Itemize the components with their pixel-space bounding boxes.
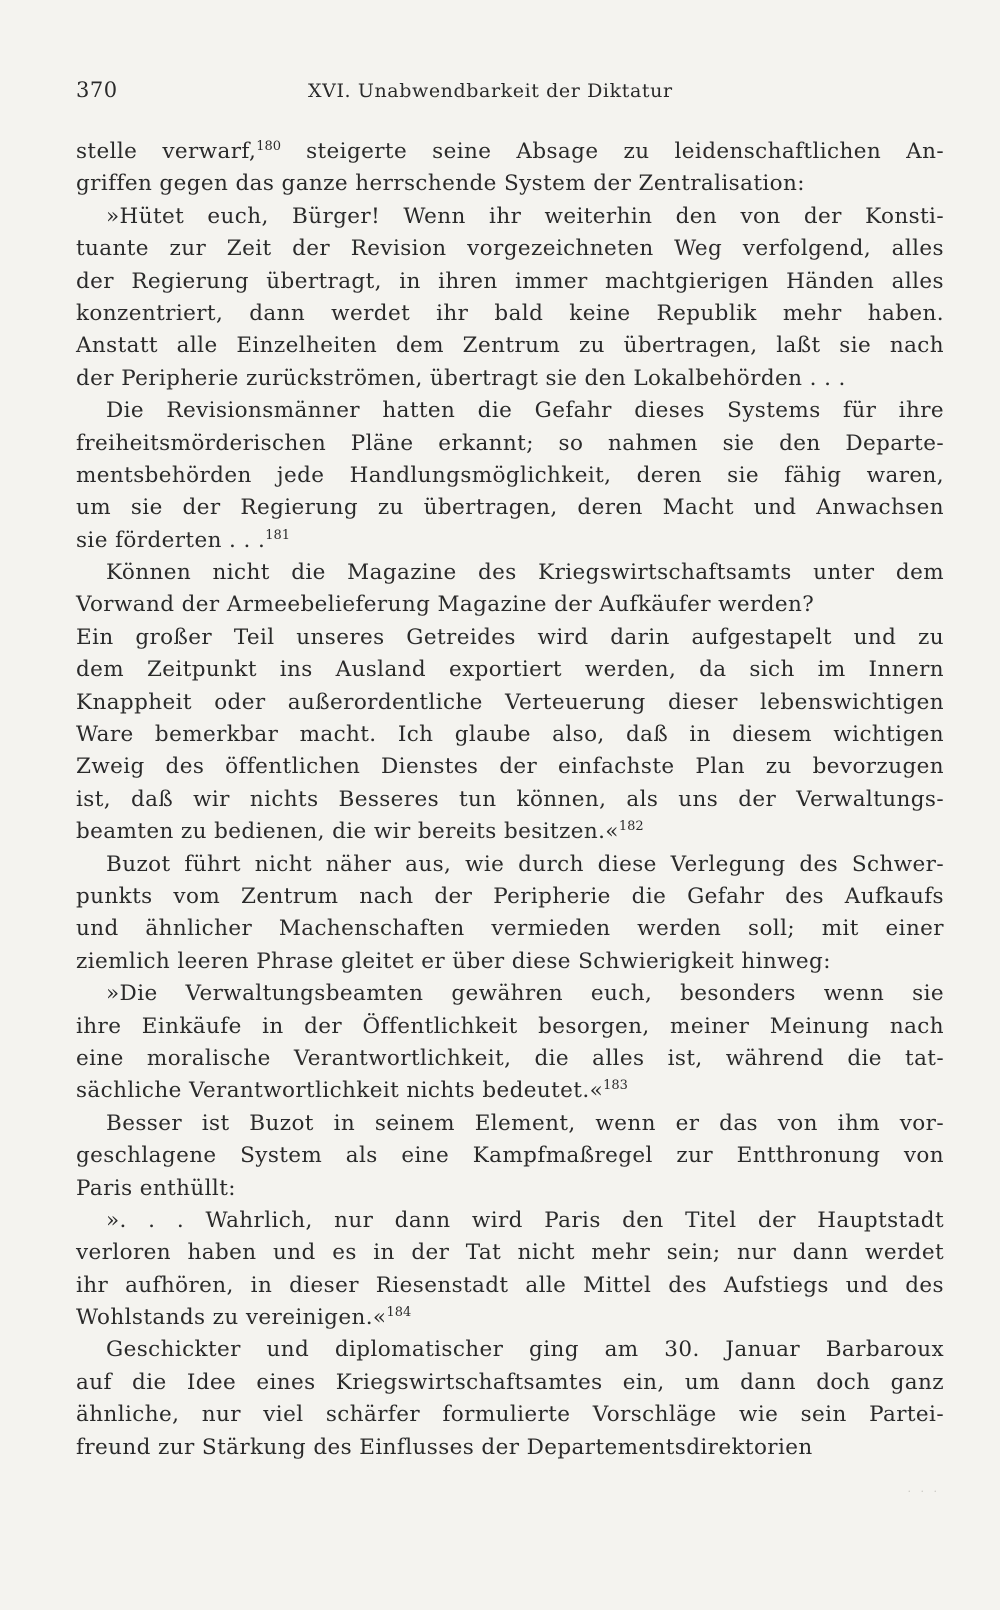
text-line <box>76 816 944 848</box>
text-line <box>76 1075 944 1107</box>
line-text: Die Revisionsmänner hatten die Gefahr dieses Systems für ihre <box>106 398 944 424</box>
line-text: Buzot führt nicht näher aus, wie durch diese Verlegung des Schwer- <box>106 851 944 877</box>
footnote-reference: 183 <box>603 1078 628 1094</box>
text-line <box>76 1334 944 1366</box>
footnote-reference: 180 <box>256 139 282 155</box>
line-text: konzentriert, dann werdet ihr bald keine Republik mehr haben. <box>76 300 944 326</box>
text-line <box>76 136 944 168</box>
line-text: auf die Idee eines Kriegswirtschaftsamtes ein, um dann doch ganz <box>76 1369 944 1395</box>
line-text: Anstatt alle Einzelheiten dem Zentrum zu übertragen, laßt sie nach <box>76 333 944 359</box>
line-text: stelle verwarf, <box>76 139 257 164</box>
text-line <box>76 266 944 298</box>
line-text: Wohlstands zu vereinigen.« <box>76 1305 387 1331</box>
text-line <box>76 978 944 1010</box>
line-text: ». . . Wahrlich, nur dann wird Paris den Titel der Hauptstadt <box>106 1207 944 1233</box>
line-text: griffen gegen das ganze herrschende System der Zentralisation: <box>76 171 805 197</box>
text-line <box>76 687 944 719</box>
line-text: freiheitsmörderischen Pläne erkannt; so nahmen sie den Departe- <box>76 430 944 456</box>
line-text: dem Zeitpunkt ins Ausland exportiert werden, da sich im Innern <box>76 657 944 683</box>
line-text: Geschickter und diplomatischer ging am 30. Januar Barbaroux <box>106 1337 944 1363</box>
line-text: Knappheit oder außerordentliche Verteuerung dieser lebenswichtigen <box>76 689 944 715</box>
line-text: beamten zu bedienen, die wir bereits besitzen.« <box>76 819 619 845</box>
line-text: verloren haben und es in der Tat nicht mehr sein; nur dann werdet <box>76 1240 944 1266</box>
text-line <box>76 589 944 621</box>
line-text: punkts vom Zentrum nach der Peripherie die Gefahr des Aufkaufs <box>76 883 944 909</box>
line-text: geschlagene System als eine Kampfmaßregel zur Entthronung von <box>76 1143 944 1169</box>
text-line <box>76 428 944 460</box>
line-text: der Peripherie zurückströmen, übertragt sie den Lokalbehörden . . . <box>76 365 846 391</box>
line-text: »Die Verwaltungsbeamten gewähren euch, besonders wenn sie <box>106 981 944 1007</box>
body-text <box>76 136 944 1464</box>
line-text: und ähnlicher Machenschaften vermieden werden soll; mit einer <box>76 916 944 942</box>
text-line <box>76 395 944 427</box>
line-text: Zweig des öffentlichen Dienstes der einfachste Plan zu bevorzugen <box>76 754 944 780</box>
text-line <box>76 784 944 816</box>
text-line <box>76 557 944 589</box>
line-text: Können nicht die Magazine des Kriegswirtschaftsamts unter dem <box>106 560 944 586</box>
line-text: um sie der Regierung zu übertragen, deren Macht und Anwachsen <box>76 495 944 521</box>
text-line <box>76 719 944 751</box>
text-line <box>76 1205 944 1237</box>
text-line <box>76 654 944 686</box>
line-text: freund zur Stärkung des Einflusses der Departementsdirektorien <box>76 1434 813 1460</box>
footnote-reference: 184 <box>386 1305 412 1321</box>
line-text: Ein großer Teil unseres Getreides wird darin aufgestapelt und zu <box>76 624 944 650</box>
text-line <box>76 298 944 330</box>
text-line <box>76 525 944 557</box>
faint-margin-mark: · · · <box>907 1485 940 1498</box>
line-text: Ware bemerkbar macht. Ich glaube also, daß in diesem wichtigen <box>76 722 944 748</box>
text-line <box>76 330 944 362</box>
line-text: tuante zur Zeit der Revision vorgezeichneten Weg verfolgend, alles <box>76 236 944 262</box>
text-line <box>76 751 944 783</box>
line-text: ihr aufhören, in dieser Riesenstadt alle Mittel des Aufstiegs und des <box>76 1272 944 1298</box>
text-line <box>76 1108 944 1140</box>
line-text-continuation: steigerte seine Absage zu leidenschaftlichen An- <box>281 139 944 164</box>
line-text: Paris enthüllt: <box>76 1175 236 1201</box>
text-line <box>76 363 944 395</box>
line-text: eine moralische Verantwortlichkeit, die alles ist, während die tat- <box>76 1045 944 1071</box>
text-line <box>76 201 944 233</box>
page-number: 370 <box>76 78 118 102</box>
text-line <box>76 1011 944 1043</box>
line-text: Vorwand der Armeebelieferung Magazine der Aufkäufer werden? <box>76 592 815 618</box>
text-line <box>76 1173 944 1205</box>
line-text: ihre Einkäufe in der Öffentlichkeit besorgen, meiner Meinung nach <box>76 1013 944 1039</box>
text-line <box>76 849 944 881</box>
text-line <box>76 1237 944 1269</box>
text-line <box>76 946 944 978</box>
text-line <box>76 1367 944 1399</box>
text-line <box>76 1270 944 1302</box>
line-text: »Hütet euch, Bürger! Wenn ihr weiterhin den von der Konsti- <box>106 203 944 229</box>
text-line <box>76 460 944 492</box>
footnote-reference: 181 <box>265 527 291 543</box>
line-text: ist, daß wir nichts Besseres tun können, als uns der Verwaltungs- <box>76 786 944 812</box>
text-line <box>76 1399 944 1431</box>
text-line <box>76 233 944 265</box>
text-line <box>76 492 944 524</box>
footnote-reference: 182 <box>618 819 644 835</box>
line-text: ähnliche, nur viel schärfer formulierte Vorschläge wie sein Partei- <box>76 1402 944 1428</box>
text-line <box>76 1432 944 1464</box>
text-line <box>76 1140 944 1172</box>
line-text: mentsbehörden jede Handlungsmöglichkeit, deren sie fähig waren, <box>76 462 944 488</box>
text-line <box>76 1043 944 1075</box>
text-line <box>76 1302 944 1334</box>
line-text: sächliche Verantwortlichkeit nichts bedeutet.« <box>76 1078 604 1104</box>
line-text: sie förderten . . . <box>76 527 266 553</box>
running-title: XVI. Unabwendbarkeit der Diktatur <box>308 80 673 102</box>
page-header <box>76 78 946 108</box>
text-line <box>76 168 944 200</box>
text-line <box>76 622 944 654</box>
line-text: ziemlich leeren Phrase gleitet er über diese Schwierigkeit hinweg: <box>76 948 831 974</box>
line-text: der Regierung übertragt, in ihren immer machtgierigen Händen alles <box>76 268 944 294</box>
line-text: Besser ist Buzot in seinem Element, wenn er das von ihm vor- <box>106 1110 944 1136</box>
text-line <box>76 881 944 913</box>
text-line <box>76 913 944 945</box>
